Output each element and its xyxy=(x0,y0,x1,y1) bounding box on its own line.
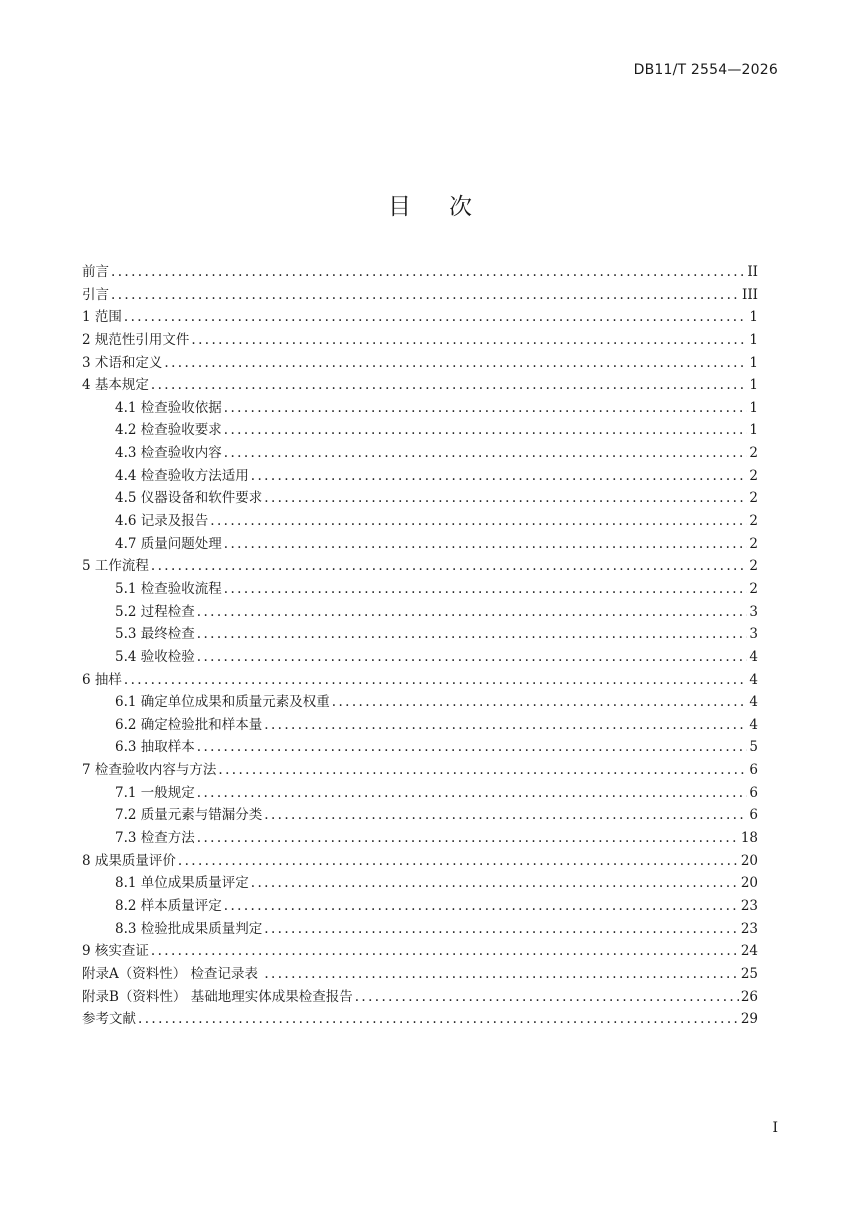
toc-entry-page: 6 xyxy=(749,762,758,779)
toc-leader-dots xyxy=(151,377,748,393)
toc-leader-dots xyxy=(224,400,748,416)
toc-entry-label: 4.1 检查验收依据 xyxy=(115,399,222,416)
toc-entry-page: 5 xyxy=(749,739,758,756)
toc-entry-page: 2 xyxy=(749,490,758,507)
table-of-contents xyxy=(82,260,758,1030)
toc-entry[interactable] xyxy=(82,917,758,940)
toc-entry-page: 2 xyxy=(749,467,758,484)
toc-entry-page: 1 xyxy=(749,331,758,348)
toc-leader-dots xyxy=(138,1011,739,1027)
page-number: I xyxy=(772,1120,778,1136)
toc-leader-dots xyxy=(264,966,738,982)
toc-entry-label: 6.1 确定单位成果和质量元素及权重 xyxy=(115,694,330,711)
toc-entry[interactable] xyxy=(82,577,758,600)
toc-entry[interactable] xyxy=(82,260,758,283)
toc-entry-page: 18 xyxy=(740,830,758,847)
toc-entry[interactable] xyxy=(82,283,758,306)
toc-entry-page: 26 xyxy=(740,988,758,1005)
toc-entry[interactable] xyxy=(82,351,758,374)
toc-leader-dots xyxy=(224,581,748,597)
toc-leader-dots xyxy=(111,264,745,280)
toc-entry[interactable] xyxy=(82,328,758,351)
toc-leader-dots xyxy=(332,694,748,710)
toc-entry[interactable] xyxy=(82,871,758,894)
toc-entry-page: 23 xyxy=(740,897,758,914)
toc-entry-label: 7.2 质量元素与错漏分类 xyxy=(115,807,263,824)
toc-leader-dots xyxy=(197,626,748,642)
toc-entry-label: 7.1 一般规定 xyxy=(115,784,195,801)
toc-entry-label: 4.5 仪器设备和软件要求 xyxy=(115,490,263,507)
toc-entry-page: 3 xyxy=(749,626,758,643)
toc-entry-page: 24 xyxy=(740,943,758,960)
toc-entry[interactable] xyxy=(82,509,758,532)
toc-entry-page: 29 xyxy=(740,1011,758,1028)
toc-entry[interactable] xyxy=(82,305,758,328)
toc-leader-dots xyxy=(197,649,748,665)
document-code: DB11/T 2554—2026 xyxy=(633,62,778,78)
toc-entry-label: 4.4 检查验收方法适用 xyxy=(115,467,249,484)
toc-entry-label: 9 核实查证 xyxy=(82,943,149,960)
toc-entry[interactable] xyxy=(82,622,758,645)
toc-entry[interactable] xyxy=(82,373,758,396)
toc-entry-label: 前言 xyxy=(82,264,109,280)
toc-entry-label: 8.3 检验批成果质量判定 xyxy=(115,920,263,937)
toc-entry-page: 2 xyxy=(749,558,758,575)
toc-entry-label: 8 成果质量评价 xyxy=(82,852,176,869)
toc-entry-page: 4 xyxy=(749,671,758,688)
toc-leader-dots xyxy=(197,785,748,801)
toc-leader-dots xyxy=(197,830,739,846)
toc-leader-dots xyxy=(264,717,747,733)
toc-leader-dots xyxy=(210,513,747,529)
toc-entry-label: 5 工作流程 xyxy=(82,558,149,575)
toc-leader-dots xyxy=(251,875,739,891)
toc-entry[interactable] xyxy=(82,781,758,804)
toc-entry-label: 附录A（资料性） 检查记录表 xyxy=(82,965,263,982)
toc-entry[interactable] xyxy=(82,962,758,985)
toc-entry-page: 4 xyxy=(749,694,758,711)
toc-entry-label: 4.6 记录及报告 xyxy=(115,513,209,530)
toc-leader-dots xyxy=(224,536,748,552)
toc-entry[interactable] xyxy=(82,532,758,555)
toc-entry-page: 4 xyxy=(749,716,758,733)
toc-entry-page: 20 xyxy=(740,852,758,869)
toc-entry-page: 25 xyxy=(740,965,758,982)
toc-entry[interactable] xyxy=(82,396,758,419)
toc-entry[interactable] xyxy=(82,735,758,758)
toc-leader-dots xyxy=(178,853,739,869)
toc-entry[interactable] xyxy=(82,554,758,577)
toc-entry-page: 3 xyxy=(749,603,758,620)
toc-entry[interactable] xyxy=(82,668,758,691)
toc-entry[interactable] xyxy=(82,758,758,781)
toc-entry-label: 4.7 质量问题处理 xyxy=(115,535,222,552)
toc-leader-dots xyxy=(264,921,739,937)
toc-entry[interactable] xyxy=(82,690,758,713)
toc-leader-dots xyxy=(197,739,748,755)
toc-entry-label: 2 规范性引用文件 xyxy=(82,331,190,348)
toc-entry-label: 5.3 最终检查 xyxy=(115,626,195,643)
toc-entry-page: 6 xyxy=(749,807,758,824)
toc-leader-dots xyxy=(197,604,748,620)
toc-entry[interactable] xyxy=(82,826,758,849)
toc-entry-label: 8.2 样本质量评定 xyxy=(115,897,222,914)
toc-entry-label: 引言 xyxy=(82,286,109,303)
toc-entry-label: 附录B（资料性） 基础地理实体成果检查报告 xyxy=(82,988,353,1005)
toc-entry[interactable] xyxy=(82,1007,758,1030)
toc-leader-dots xyxy=(111,287,740,303)
toc-entry-page: 1 xyxy=(749,377,758,394)
toc-entry-label: 4.3 检查验收内容 xyxy=(115,445,222,462)
toc-entry-label: 参考文献 xyxy=(82,1011,136,1028)
toc-entry[interactable] xyxy=(82,464,758,487)
toc-entry-page: 23 xyxy=(740,920,758,937)
toc-entry-page: 20 xyxy=(740,875,758,892)
toc-entry-label: 4.2 检查验收要求 xyxy=(115,422,222,439)
toc-entry-page: 2 xyxy=(749,513,758,530)
toc-entry[interactable] xyxy=(82,645,758,668)
toc-entry-page: II xyxy=(747,264,758,280)
toc-leader-dots xyxy=(355,989,739,1005)
toc-entry-label: 3 术语和定义 xyxy=(82,354,163,371)
toc-leader-dots xyxy=(251,468,748,484)
toc-entry-label: 6.2 确定检验批和样本量 xyxy=(115,716,263,733)
toc-leader-dots xyxy=(224,422,748,438)
toc-entry[interactable] xyxy=(82,486,758,509)
toc-entry-page: 4 xyxy=(749,648,758,665)
toc-leader-dots xyxy=(224,445,748,461)
toc-leader-dots xyxy=(191,332,747,348)
toc-leader-dots xyxy=(218,762,747,778)
toc-entry-page: 2 xyxy=(749,445,758,462)
toc-entry-label: 5.4 验收检验 xyxy=(115,648,195,665)
toc-entry[interactable] xyxy=(82,803,758,826)
toc-leader-dots xyxy=(224,898,739,914)
toc-entry-page: 1 xyxy=(749,354,758,371)
toc-entry-label: 7.3 检查方法 xyxy=(115,830,195,847)
toc-entry-page: 6 xyxy=(749,784,758,801)
toc-leader-dots xyxy=(124,672,748,688)
toc-entry-label: 6.3 抽取样本 xyxy=(115,739,195,756)
toc-leader-dots xyxy=(124,309,748,325)
toc-entry-label: 7 检查验收内容与方法 xyxy=(82,762,217,779)
toc-entry-page: III xyxy=(742,286,758,303)
toc-leader-dots xyxy=(264,807,747,823)
toc-entry-page: 1 xyxy=(749,309,758,326)
toc-leader-dots xyxy=(164,355,747,371)
toc-entry-label: 5.1 检查验收流程 xyxy=(115,580,222,597)
toc-leader-dots xyxy=(264,490,747,506)
toc-entry-page: 1 xyxy=(749,399,758,416)
toc-entry-page: 2 xyxy=(749,535,758,552)
toc-leader-dots xyxy=(151,943,739,959)
toc-entry[interactable] xyxy=(82,985,758,1008)
toc-entry[interactable] xyxy=(82,894,758,917)
toc-entry-page: 1 xyxy=(749,422,758,439)
toc-entry-label: 8.1 单位成果质量评定 xyxy=(115,875,249,892)
page-title: 目次 xyxy=(388,194,510,220)
toc-entry[interactable] xyxy=(82,713,758,736)
toc-entry[interactable] xyxy=(82,849,758,872)
toc-entry[interactable] xyxy=(82,418,758,441)
toc-entry-label: 4 基本规定 xyxy=(82,377,149,394)
toc-entry[interactable] xyxy=(82,939,758,962)
toc-entry-label: 5.2 过程检查 xyxy=(115,603,195,620)
toc-leader-dots xyxy=(151,558,748,574)
toc-entry[interactable] xyxy=(82,441,758,464)
toc-entry-label: 6 抽样 xyxy=(82,671,122,688)
toc-entry[interactable] xyxy=(82,600,758,623)
toc-entry-page: 2 xyxy=(749,580,758,597)
toc-entry-label: 1 范围 xyxy=(82,309,122,326)
